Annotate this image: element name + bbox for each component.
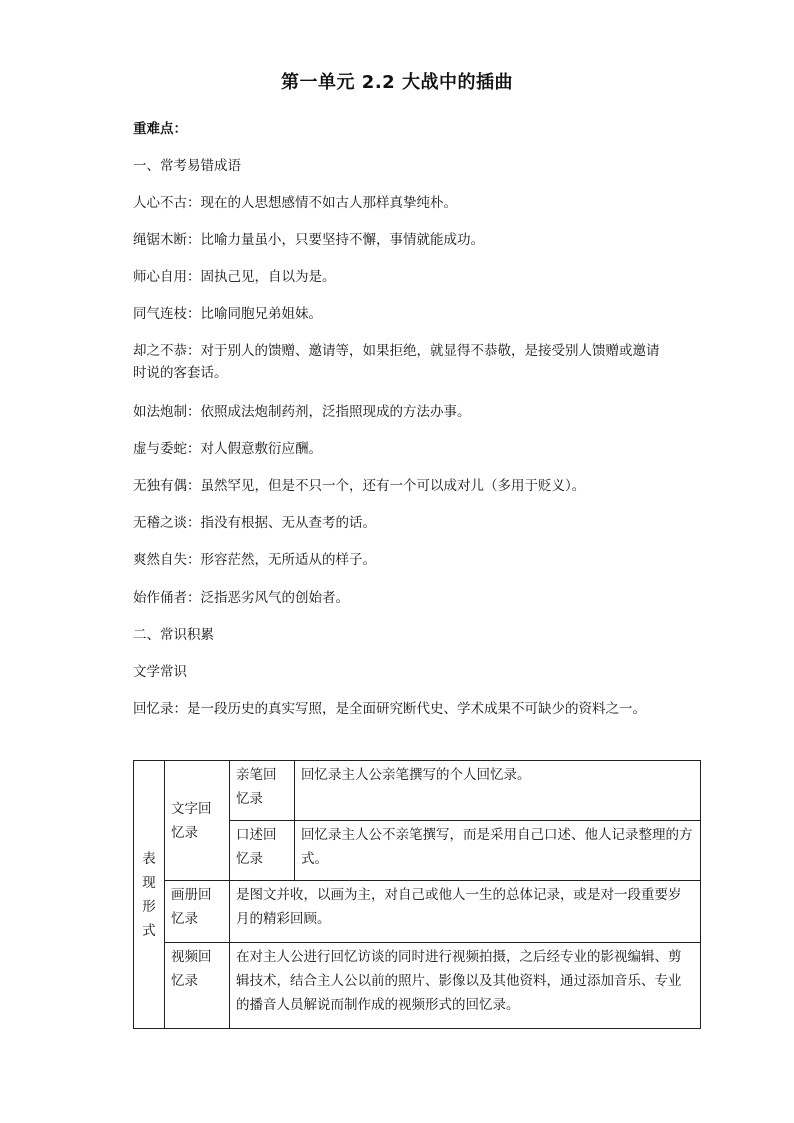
memoir-intro: 回忆录：是一段历史的真实写照，是全面研究断代史、学术成果不可缺少的资料之一。 (133, 701, 646, 717)
idiom-sep: ： (187, 515, 201, 531)
idiom-definition: 指没有根据、无从查考的话。 (200, 515, 376, 531)
page-title: 第一单元 2.2 大战中的插曲 (281, 72, 513, 93)
text-memoir-cell: 文字回忆录 (165, 761, 230, 881)
idiom-sep: ： (187, 478, 201, 494)
idiom-sep: ： (187, 269, 201, 285)
idiom-sep: ： (187, 590, 201, 606)
idiom-term: 如法炮制 (133, 404, 187, 420)
idiom-sep: ： (187, 441, 201, 457)
idiom-term: 人心不古 (133, 195, 187, 211)
idiom-definition: 现在的人思想感情不如古人那样真挚纯朴。 (200, 195, 457, 211)
idiom-term: 虚与委蛇 (133, 441, 187, 457)
table-row (134, 761, 701, 821)
memoir-type-cell: 画册回忆录 (165, 881, 230, 943)
idiom-definition: 对人假意敷衍应酬。 (200, 441, 322, 457)
idiom-term: 却之不恭 (133, 343, 187, 359)
group-label-char: 表 (142, 850, 156, 867)
idiom-entry (133, 266, 663, 288)
section2-subheading: 文学常识 (133, 664, 187, 680)
idiom-sep: ： (187, 232, 201, 248)
idiom-entry (133, 512, 663, 534)
key-points-label: 重难点： (133, 121, 187, 137)
memoir-type-cell: 亲笔回忆录 (230, 761, 295, 821)
idiom-term: 同气连枝 (133, 306, 187, 322)
idiom-definition: 虽然罕见，但是不只一个，还有一个可以成对儿（多用于贬义）。 (200, 478, 586, 494)
idiom-definition: 对于别人的馈赠、邀请等，如果拒绝，就显得不恭敬，是接受别人馈赠或邀请时说的客套话。 (133, 343, 660, 381)
idiom-term: 始作俑者 (133, 590, 187, 606)
idiom-definition: 比喻同胞兄弟姐妹。 (200, 306, 322, 322)
idiom-sep: ： (187, 552, 201, 568)
idiom-definition: 依照成法炮制药剂，泛指照现成的方法办事。 (200, 404, 471, 420)
memoir-desc-cell: 在对主人公进行回忆访谈的同时进行视频拍摄，之后经专业的影视编辑、剪辑技术，结合主人公以前的照片、影像以及其他资料，通过添加音乐、专业的播音人员解说而制作成的视频形式的回忆录。 (230, 943, 701, 1029)
idiom-entry (133, 587, 663, 609)
memoir-type-cell: 口述回忆录 (230, 821, 295, 881)
group-label-char: 式 (142, 922, 156, 939)
idiom-definition: 形容茫然，无所适从的样子。 (200, 552, 376, 568)
idiom-term: 师心自用 (133, 269, 187, 285)
idiom-definition: 泛指恶劣风气的创始者。 (200, 590, 349, 606)
group-label-cell (134, 761, 165, 1029)
idiom-sep: ： (187, 343, 201, 359)
idiom-definition: 比喻力量虽小，只要坚持不懈，事情就能成功。 (200, 232, 484, 248)
group-label-char: 形 (142, 898, 156, 915)
memoir-type-cell: 视频回忆录 (165, 943, 230, 1029)
idiom-entry (133, 549, 663, 571)
idiom-term: 绳锯木断 (133, 232, 187, 248)
group-label-char: 现 (142, 874, 156, 891)
idiom-entry (133, 475, 663, 497)
section2-heading: 二、常识积累 (133, 627, 214, 643)
idiom-term: 无独有偶 (133, 478, 187, 494)
memoir-desc-cell: 回忆录主人公不亲笔撰写，而是采用自己口述、他人记录整理的方式。 (295, 821, 701, 881)
table-row (134, 881, 701, 943)
idiom-entry (133, 438, 663, 460)
idiom-sep: ： (187, 306, 201, 322)
idiom-sep: ： (187, 195, 201, 211)
memoir-desc-cell: 回忆录主人公亲笔撰写的个人回忆录。 (295, 761, 701, 821)
idiom-entry (133, 192, 663, 214)
idiom-sep: ： (187, 404, 201, 420)
idiom-entry (133, 229, 663, 251)
table-row (134, 943, 701, 1029)
memoir-forms-table (133, 760, 701, 1029)
memoir-desc-cell: 是图文并收，以画为主，对自己或他人一生的总体记录，或是对一段重要岁月的精彩回顾。 (230, 881, 701, 943)
idiom-term: 无稽之谈 (133, 515, 187, 531)
idiom-entry (133, 303, 663, 325)
idiom-entry (133, 401, 663, 423)
section1-heading: 一、常考易错成语 (133, 158, 241, 174)
idiom-entry (133, 340, 663, 384)
idiom-term: 爽然自失 (133, 552, 187, 568)
idiom-definition: 固执己见，自以为是。 (200, 269, 336, 285)
